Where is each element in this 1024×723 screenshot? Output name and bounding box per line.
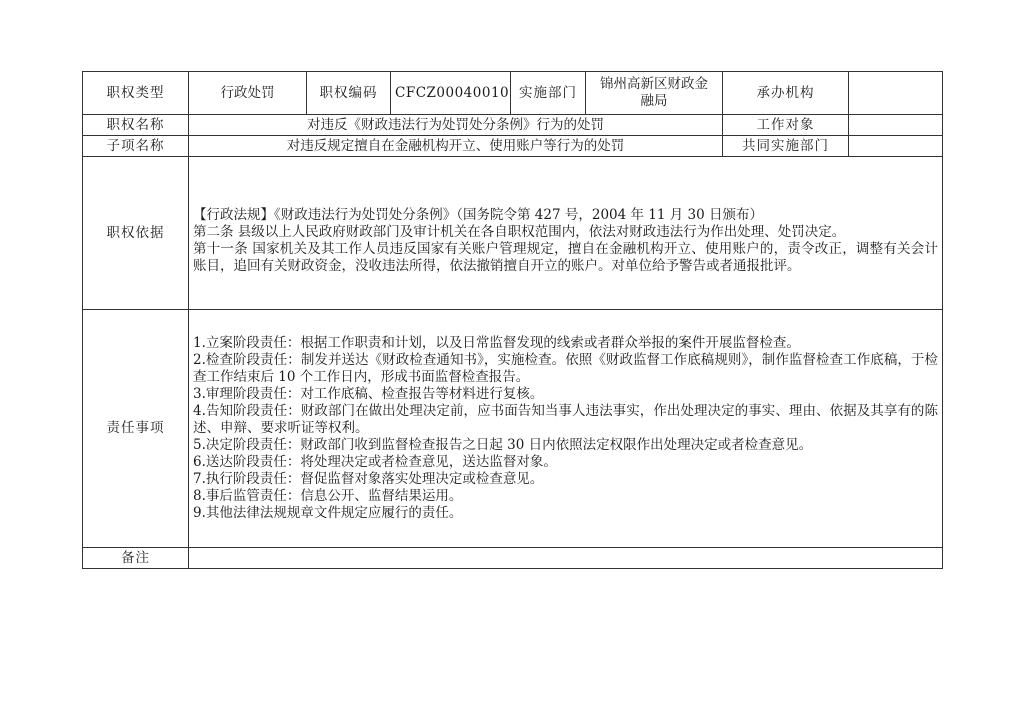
label-code: 职权编码 bbox=[307, 72, 391, 115]
label-subitem: 子项名称 bbox=[83, 136, 189, 157]
value-dept: 锦州高新区财政金融局 bbox=[586, 72, 723, 115]
duty-item: 2.检查阶段责任：制发并送达《财政检查通知书》，实施检查。依照《财政监督工作底稿规则》，制作监督检查工作底稿，于检查工作结束后 10 个工作日内，形成书面监督检查报告。 bbox=[193, 352, 938, 385]
label-basis: 职权依据 bbox=[83, 157, 189, 310]
row-basis bbox=[83, 157, 943, 310]
duty-item: 9.其他法律法规规章文件规定应履行的责任。 bbox=[193, 505, 463, 521]
row-duty bbox=[83, 310, 943, 548]
row-subitem bbox=[83, 136, 943, 157]
value-type: 行政处罚 bbox=[189, 72, 307, 115]
label-org: 承办机构 bbox=[723, 72, 849, 115]
label-duty: 责任事项 bbox=[83, 310, 189, 548]
label-remarks: 备注 bbox=[83, 548, 189, 569]
duty-item: 7.执行阶段责任：督促监督对象落实处理决定或检查意见。 bbox=[193, 471, 544, 487]
value-target bbox=[849, 115, 943, 136]
label-joint: 共同实施部门 bbox=[723, 136, 849, 157]
label-name: 职权名称 bbox=[83, 115, 189, 136]
duty-item: 8.事后监管责任：信息公开、监督结果运用。 bbox=[193, 488, 463, 504]
value-subitem: 对违反规定擅自在金融机构开立、使用账户等行为的处罚 bbox=[189, 136, 723, 157]
value-name: 对违反《财政违法行为处罚处分条例》行为的处罚 bbox=[189, 115, 723, 136]
duty-content bbox=[189, 310, 943, 548]
basis-line: 第二条 县级以上人民政府财政部门及审计机关在各自职权范围内，依法对财政违法行为作出处理、处罚决定。 bbox=[193, 224, 846, 240]
label-type: 职权类型 bbox=[83, 72, 189, 115]
row-type bbox=[83, 72, 943, 115]
duty-item: 1.立案阶段责任：根据工作职责和计划，以及日常监督发现的线索或者群众举报的案件开展监督检查。 bbox=[193, 335, 800, 351]
authority-table bbox=[82, 71, 943, 569]
duty-item: 4.告知阶段责任：财政部门在做出处理决定前，应书面告知当事人违法事实，作出处理决定的事实、理由、依据及其享有的陈述、申辩、要求听证等权利。 bbox=[193, 403, 938, 436]
duty-item: 3.审理阶段责任：对工作底稿、检查报告等材料进行复核。 bbox=[193, 386, 544, 402]
basis-content bbox=[189, 157, 943, 310]
row-remarks bbox=[83, 548, 943, 569]
duty-item: 5.决定阶段责任：财政部门收到监督检查报告之日起 30 日内依照法定权限作出处理决定或者检查意见。 bbox=[193, 437, 813, 453]
value-joint bbox=[849, 136, 943, 157]
value-remarks bbox=[189, 548, 943, 569]
basis-line: 第十一条 国家机关及其工作人员违反国家有关账户管理规定，擅自在金融机构开立、使用账户的，责令改正，调整有关会计账目，追回有关财政资金，没收违法所得，依法撤销擅自开立的账户。对单位给予警告或者通报批评。 bbox=[193, 241, 938, 274]
basis-line: 【行政法规】《财政违法行为处罚处分条例》（国务院令第 427 号，2004 年 11 月 30 日颁布） bbox=[193, 207, 764, 223]
value-code: CFCZ00040010 bbox=[391, 72, 511, 115]
label-dept: 实施部门 bbox=[511, 72, 586, 115]
row-name bbox=[83, 115, 943, 136]
label-target: 工作对象 bbox=[723, 115, 849, 136]
duty-item: 6.送达阶段责任：将处理决定或者检查意见，送达监督对象。 bbox=[193, 454, 557, 470]
value-org bbox=[849, 72, 943, 115]
